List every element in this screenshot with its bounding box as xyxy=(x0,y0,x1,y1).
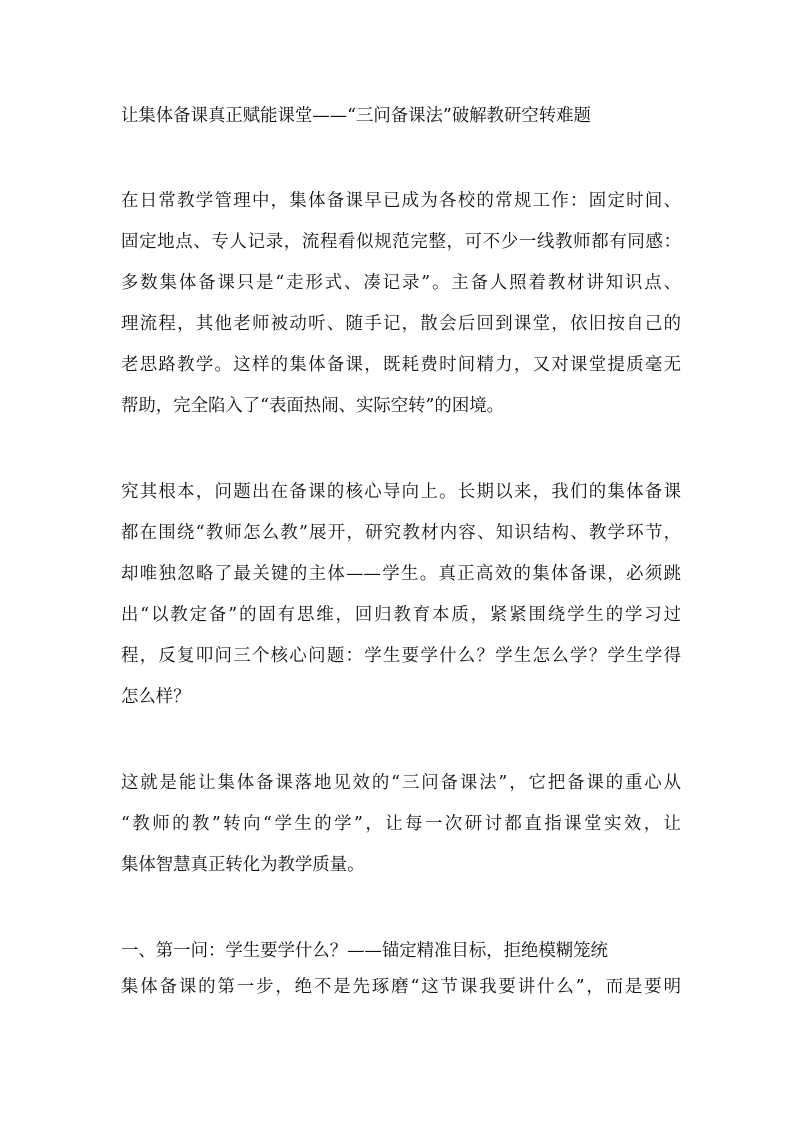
paragraph-1-line-2: 固定地点、专人记录，流程看似规范完整，可不少一线教师都有同感： xyxy=(121,232,681,252)
paragraph-3-line-3: 集体智慧真正转化为教学质量。 xyxy=(121,855,365,875)
paragraph-2-line-4: 出“以教定备”的固有思维，回归教育本质，紧紧围绕学生的学习过 xyxy=(121,605,681,625)
section-1-heading: 一、第一问：学生要学什么？——锚定精准目标，拒绝模糊笼统 xyxy=(121,941,608,961)
paragraph-2-line-1: 究其根本，问题出在备课的核心导向上。长期以来，我们的集体备课 xyxy=(121,482,681,502)
section-1-line-1: 集体备课的第一步，绝不是先琢磨“这节课我要讲什么”，而是要明 xyxy=(121,977,681,997)
paragraph-1-line-4: 理流程，其他老师被动听、随手记，散会后回到课堂，依旧按自己的 xyxy=(121,314,681,334)
paragraph-1-line-5: 老思路教学。这样的集体备课，既耗费时间精力，又对课堂提质毫无 xyxy=(121,355,681,375)
paragraph-2-line-6: 怎么样？ xyxy=(121,687,191,707)
paragraph-2-line-5: 程，反复叩问三个核心问题：学生要学什么？学生怎么学？学生学得 xyxy=(121,646,681,666)
paragraph-1-line-1: 在日常教学管理中，集体备课早已成为各校的常规工作：固定时间、 xyxy=(121,191,681,211)
document-title: 让集体备课真正赋能课堂——“三问备课法”破解教研空转难题 xyxy=(121,106,591,126)
paragraph-2-line-3: 却唯独忽略了最关键的主体——学生。真正高效的集体备课，必须跳 xyxy=(121,564,681,584)
paragraph-3-line-2: “教师的教”转向“学生的学”，让每一次研讨都直指课堂实效，让 xyxy=(121,814,681,834)
paragraph-3-line-1: 这就是能让集体备课落地见效的“三问备课法”，它把备课的重心从 xyxy=(121,773,681,793)
paragraph-1-line-6: 帮助，完全陷入了“表面热闹、实际空转”的困境。 xyxy=(121,396,504,416)
paragraph-2-line-2: 都在围绕“教师怎么教”展开，研究教材内容、知识结构、教学环节， xyxy=(121,523,681,543)
paragraph-1-line-3: 多数集体备课只是“走形式、凑记录”。主备人照着教材讲知识点、 xyxy=(121,273,681,293)
